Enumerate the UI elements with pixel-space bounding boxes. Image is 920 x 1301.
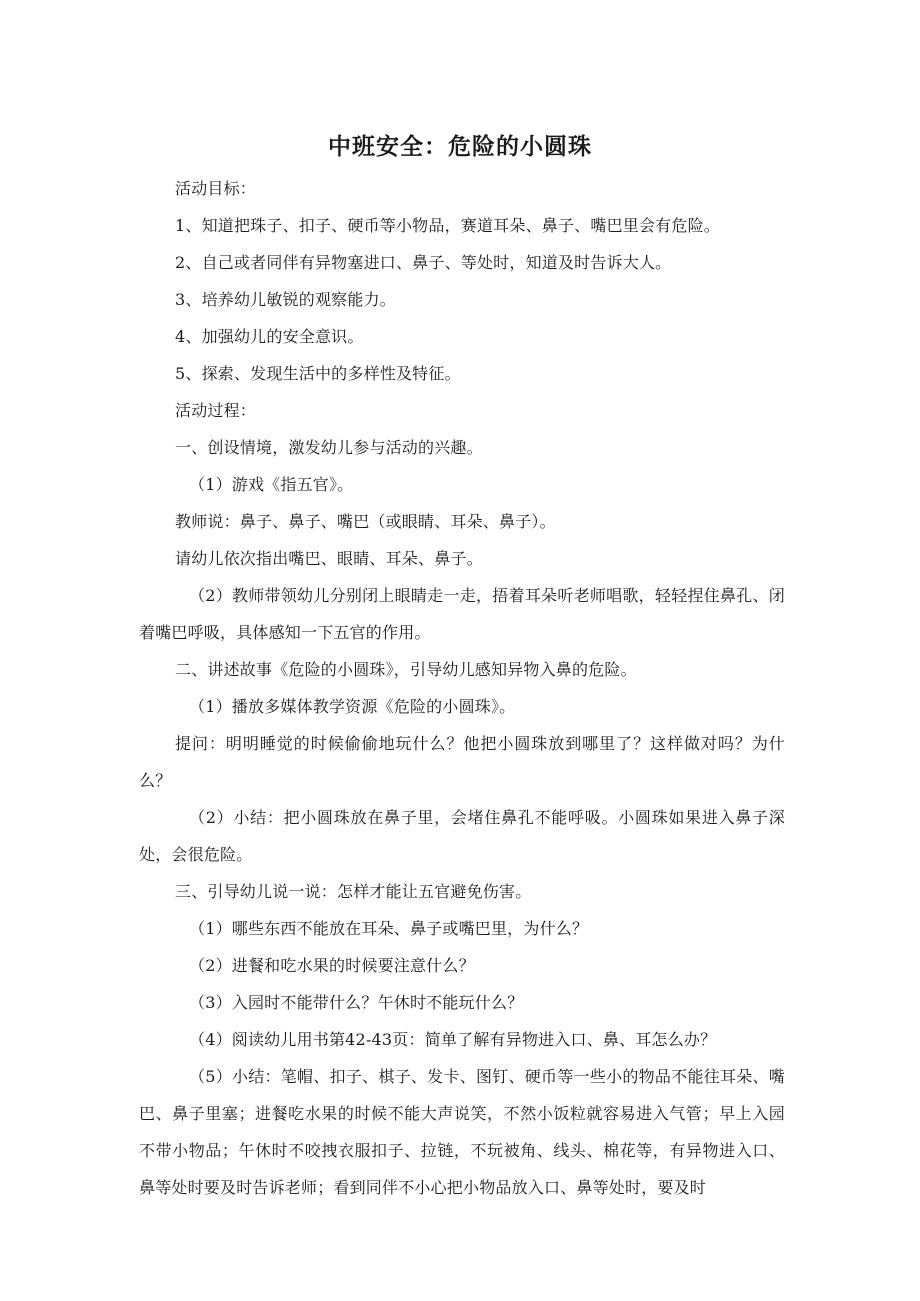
paragraph-section-3-item-5: （5）小结：笔帽、扣子、棋子、发卡、图钉、硬币等一些小的物品不能往耳朵、嘴巴、鼻子里塞；进餐吃水果的时候不能大声说笑，不然小饭粒就容易进入气管；早上入园不带小物品；午休时不咬拽衣服扣子、拉链，不玩被角、线头、棉花等，有异物进入口、鼻等处时要及时告诉老师；看到同伴不小心把小物品放入口、鼻等处时，要及时 [139, 1067, 785, 1197]
paragraph-section-1-item-2: （2）教师带领幼儿分别闭上眼睛走一走，捂着耳朵听老师唱歌，轻轻捏住鼻孔、闭着嘴巴呼吸，具体感知一下五官的作用。 [139, 586, 785, 642]
paragraph-goal-heading: 活动目标： [175, 179, 257, 198]
paragraph-section-2: 二、讲述故事《危险的小圆珠》，引导幼儿感知异物入鼻的危险。 [175, 660, 637, 679]
paragraph-goal-2: 2、自己或者同伴有异物塞进口、鼻子、等处时，知道及时告诉大人。 [175, 253, 672, 272]
paragraph-process-heading: 活动过程： [175, 401, 257, 420]
paragraph-section-1: 一、创设情境，激发幼儿参与活动的兴趣。 [175, 438, 483, 457]
paragraph-goal-4: 4、加强幼儿的安全意识。 [175, 327, 364, 346]
paragraph-teacher-says: 教师说：鼻子、鼻子、嘴巴（或眼睛、耳朵、鼻子）。 [175, 512, 556, 531]
paragraph-section-3-item-3: （3）入园时不能带什么？午休时不能玩什么？ [189, 993, 524, 1012]
paragraph-question: 提问：明明睡觉的时候偷偷地玩什么？他把小圆珠放到哪里了？这样做对吗？为什么？ [139, 734, 785, 790]
paragraph-section-3: 三、引导幼儿说一说：怎样才能让五官避免伤害。 [175, 882, 532, 901]
paragraph-section-3-item-4: （4）阅读幼儿用书第42-43页：简单了解有异物进入口、鼻、耳怎么办？ [189, 1030, 717, 1049]
paragraph-goal-3: 3、培养幼儿敏锐的观察能力。 [175, 290, 396, 309]
paragraph-section-3-item-1: （1）哪些东西不能放在耳朵、鼻子或嘴巴里，为什么？ [189, 919, 589, 938]
paragraph-section-3-item-2: （2）进餐和吃水果的时候要注意什么？ [189, 956, 475, 975]
paragraph-section-1-item-1: （1）游戏《指五官》。 [189, 475, 354, 494]
paragraph-goal-5: 5、探索、发现生活中的多样性及特征。 [175, 364, 461, 383]
paragraph-section-2-item-1: （1）播放多媒体教学资源《危险的小圆珠》。 [189, 697, 516, 716]
document-body [139, 170, 785, 1206]
paragraph-goal-1: 1、知道把珠子、扣子、硬币等小物品，赛道耳朵、鼻子、嘴巴里会有危险。 [175, 216, 720, 235]
document-title: 中班安全：危险的小圆珠 [328, 134, 592, 160]
paragraph-section-2-item-2: （2）小结：把小圆珠放在鼻子里，会堵住鼻孔不能呼吸。小圆珠如果进入鼻子深处，会很危险。 [139, 808, 785, 864]
paragraph-children-point: 请幼儿依次指出嘴巴、眼睛、耳朵、鼻子。 [175, 549, 483, 568]
